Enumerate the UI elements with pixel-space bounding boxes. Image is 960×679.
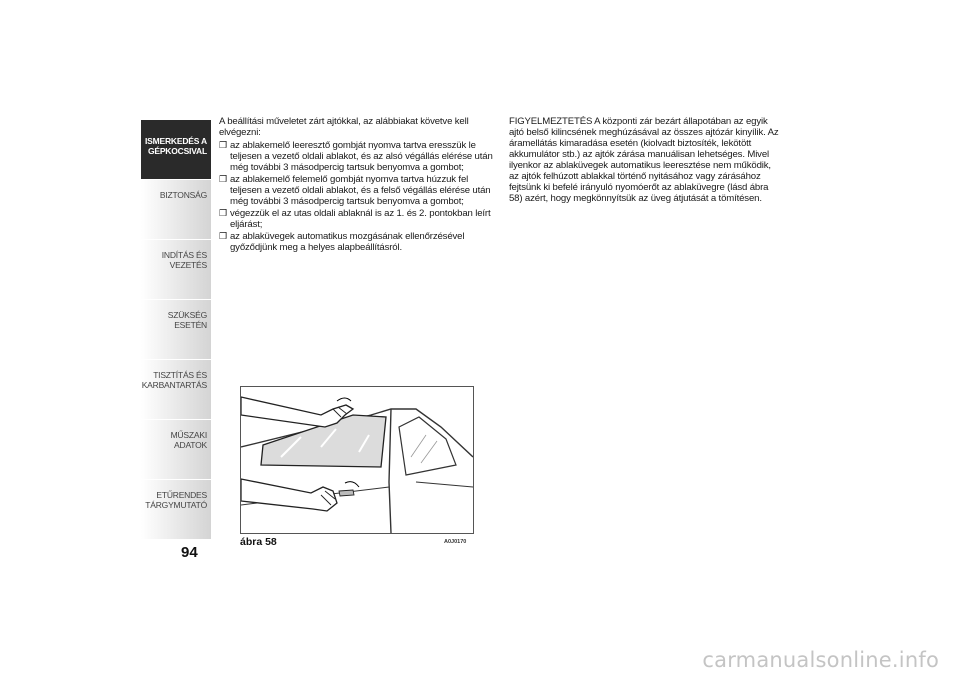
tab-label-line: MŰSZAKI ADATOK [170,430,207,450]
tab-szukseg[interactable] [141,299,211,359]
checkbox-bullet-icon: ❒ [219,208,227,218]
tab-muszaki[interactable] [141,419,211,479]
tab-label-line: SZÜKSÉG ESETÉN [167,310,207,330]
tab-label-line: BIZTONSÁG [159,190,207,200]
warning-paragraph: FIGYELMEZTETÉS A központi zár bezárt állapotában az egyik ajtó belső kilincsének meghúzásával az összes ajtózár kinyílik. Az áramellátás kimaradása esetén (kiolvadt biztosíték, lekötött akkumulátor stb.) az ajtók zárása manuálisan lehetséges. Mivel ilyenkor az ablaküvegek automatikus leeresztése nem működik, az ajtók felhúzott ablakkal történő nyitásához vagy zárásához fejtsünk ki befelé irányuló nyomóerőt az ablaküvegre (lásd ábra 58) azért, hogy megkönnyítsük az üveg átjutását a tömítésen. [509,116,779,204]
left-column [219,116,499,254]
tab-label-line: TÁRGYMUTATÓ [145,500,207,510]
list-item [219,208,499,230]
tab-label-line: KARBANTARTÁS [141,380,207,390]
car-door-illustration [240,386,474,534]
tab-targymutato[interactable] [141,479,211,539]
tab-inditas[interactable] [141,239,211,299]
tab-tisztitas[interactable] [141,359,211,419]
figure-caption: ábra 58 [240,536,277,548]
list-item [219,140,499,173]
list-item [219,231,499,253]
list-item [219,174,499,207]
intro-paragraph: A beállítási műveletet zárt ajtókkal, az alábbiakat követve kell elvégezni: [219,116,469,138]
list-item-text: az ablakemelő leeresztő gombját nyomva tartva eresszük le teljesen a vezető oldali ablakot, és az alsó végállás elérése után még további 3 másodpercig tartsuk benyomva a gombot; [230,140,493,173]
list-item-text: az ablakemelő felemelő gombját nyomva tartva húzzuk fel teljesen a vezető oldali ablakot, és a felső végállás elérése után még további 3 másodpercig tartsuk benyomva a gombot; [230,174,491,207]
checkbox-bullet-icon: ❒ [219,140,227,150]
tab-label-line: TISZTÍTÁS ÉS [153,370,207,380]
page-number: 94 [181,544,198,561]
tab-label-line: ETŰRENDES [156,490,207,500]
tab-label-line: GÉPKOCSIVAL [147,146,207,156]
watermark: carmanualsonline.info [702,648,939,672]
tab-label-line: INDÍTÁS ÉS VEZETÉS [161,250,207,270]
car-door-drawing [241,387,473,533]
chapter-tabs [141,119,211,539]
checkbox-bullet-icon: ❒ [219,231,227,241]
tab-label-line: ISMERKEDÉS A [145,136,207,146]
tab-biztonsag[interactable] [141,179,211,239]
checkbox-bullet-icon: ❒ [219,174,227,184]
right-column [509,116,781,206]
list-item-text: az ablaküvegek automatikus mozgásának ellenőrzésével győződjünk meg a helyes alapbeállításról. [230,231,465,253]
list-item-text: végezzük el az utas oldali ablaknál is az 1. és 2. pontokban leírt eljárást; [230,208,491,230]
tab-ismerkedes[interactable] [141,119,211,179]
figure-code: A0J0170 [444,539,467,545]
